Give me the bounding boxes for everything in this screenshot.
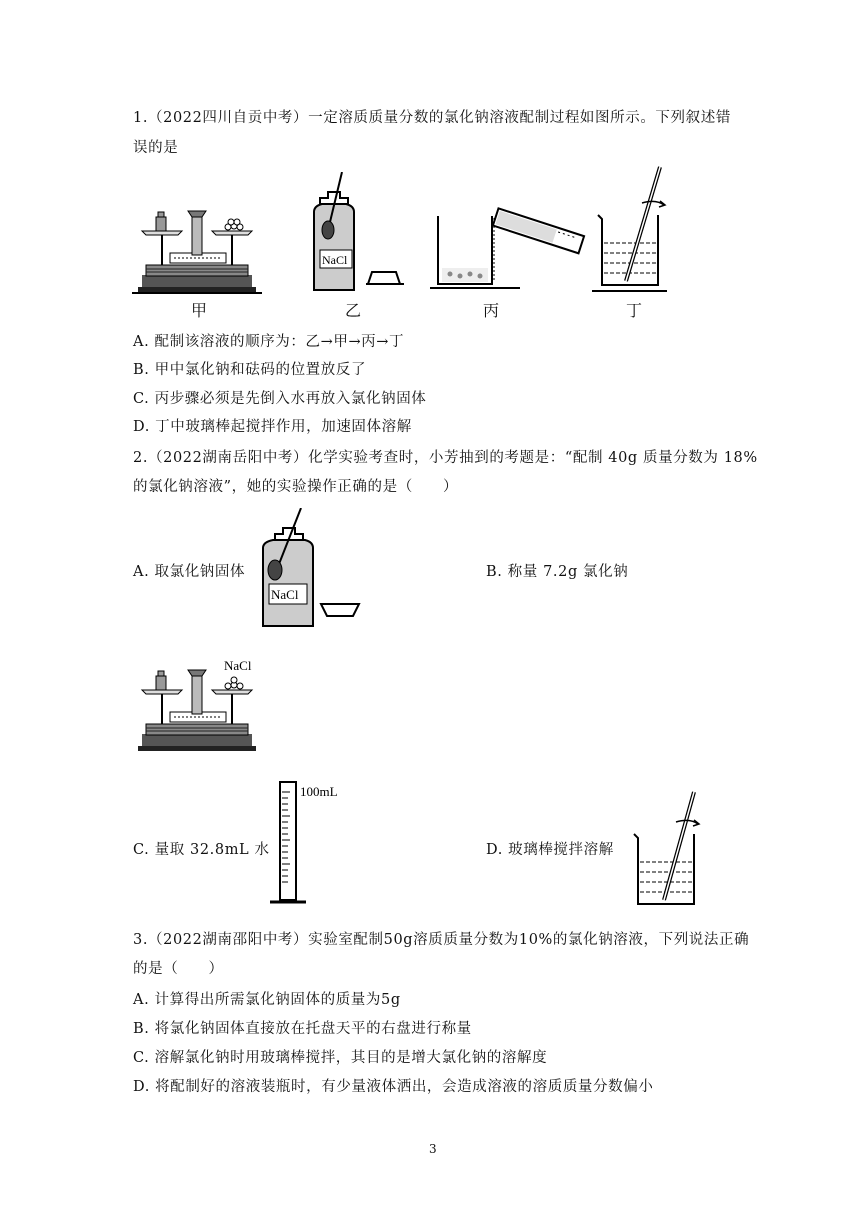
q2-reagent-label: NaCl — [271, 587, 299, 602]
q2-cylinder-label: 100mL — [300, 784, 338, 799]
q1-figure-label-ding: 丁 — [626, 301, 643, 320]
q3-option-d: D. 将配制好的溶液装瓶时，有少量液体洒出，会造成溶液的溶质质量分数偏小 — [133, 1079, 654, 1095]
q3-stem-line1: 3.（2022湖南邵阳中考）实验室配制50g溶质质量分数为10%的氯化钠溶液，下列说法正确 — [133, 932, 750, 948]
q3-stem-line2: 的是（ ） — [133, 961, 224, 977]
q2-balance-label: NaCl — [224, 658, 252, 673]
q1-stem-line1: 1.（2022四川自贡中考）一定溶质质量分数的氯化钠溶液配制过程如图所示。下列叙述错 — [133, 110, 731, 126]
q1-stirring-figure — [592, 165, 667, 295]
q2-stirring-figure — [628, 790, 703, 908]
q1-balance-figure — [132, 205, 262, 295]
q3-option-b: B. 将氯化钠固体直接放在托盘天平的右盘进行称量 — [133, 1021, 472, 1037]
q2-option-c: C. 量取 32.8mL 水 — [133, 842, 270, 858]
q1-reagent-bottle-figure — [300, 172, 415, 292]
q2-reagent-bottle-figure — [255, 508, 365, 628]
q2-stem-line1: 2.（2022湖南岳阳中考）化学实验考查时，小芳抽到的考题是：“配制 40g 质量分数为 18% — [133, 450, 758, 466]
q2-option-a: A. 取氯化钠固体 — [133, 564, 246, 580]
q1-option-a: A. 配制该溶液的顺序为：乙→甲→丙→丁 — [133, 334, 405, 350]
q1-figure-label-yi: 乙 — [345, 301, 362, 320]
q1-option-c: C. 丙步骤必须是先倒入水再放入氯化钠固体 — [133, 391, 427, 407]
q2-balance-figure — [132, 656, 267, 754]
q1-option-d: D. 丁中玻璃棒起搅拌作用，加速固体溶解 — [133, 419, 412, 435]
q1-stem-line2: 误的是 — [133, 140, 179, 156]
q3-option-a: A. 计算得出所需氯化钠固体的质量为5g — [133, 992, 401, 1008]
q1-pouring-figure — [430, 200, 590, 292]
page-number: 3 — [429, 1142, 437, 1156]
q1-option-b: B. 甲中氯化钠和砝码的位置放反了 — [133, 362, 367, 378]
q2-option-b: B. 称量 7.2g 氯化钠 — [486, 564, 629, 580]
q1-reagent-label: NaCl — [322, 253, 348, 267]
q2-option-d: D. 玻璃棒搅拌溶解 — [486, 842, 614, 858]
q3-option-c: C. 溶解氯化钠时用玻璃棒搅拌，其目的是增大氯化钠的溶解度 — [133, 1050, 548, 1066]
q2-graduated-cylinder-figure — [270, 778, 365, 910]
q2-stem-line2: 的氯化钠溶液”，她的实验操作正确的是（ ） — [133, 479, 459, 495]
q1-figure-label-bing: 丙 — [483, 301, 500, 320]
q1-figure-label-jia: 甲 — [191, 301, 208, 320]
